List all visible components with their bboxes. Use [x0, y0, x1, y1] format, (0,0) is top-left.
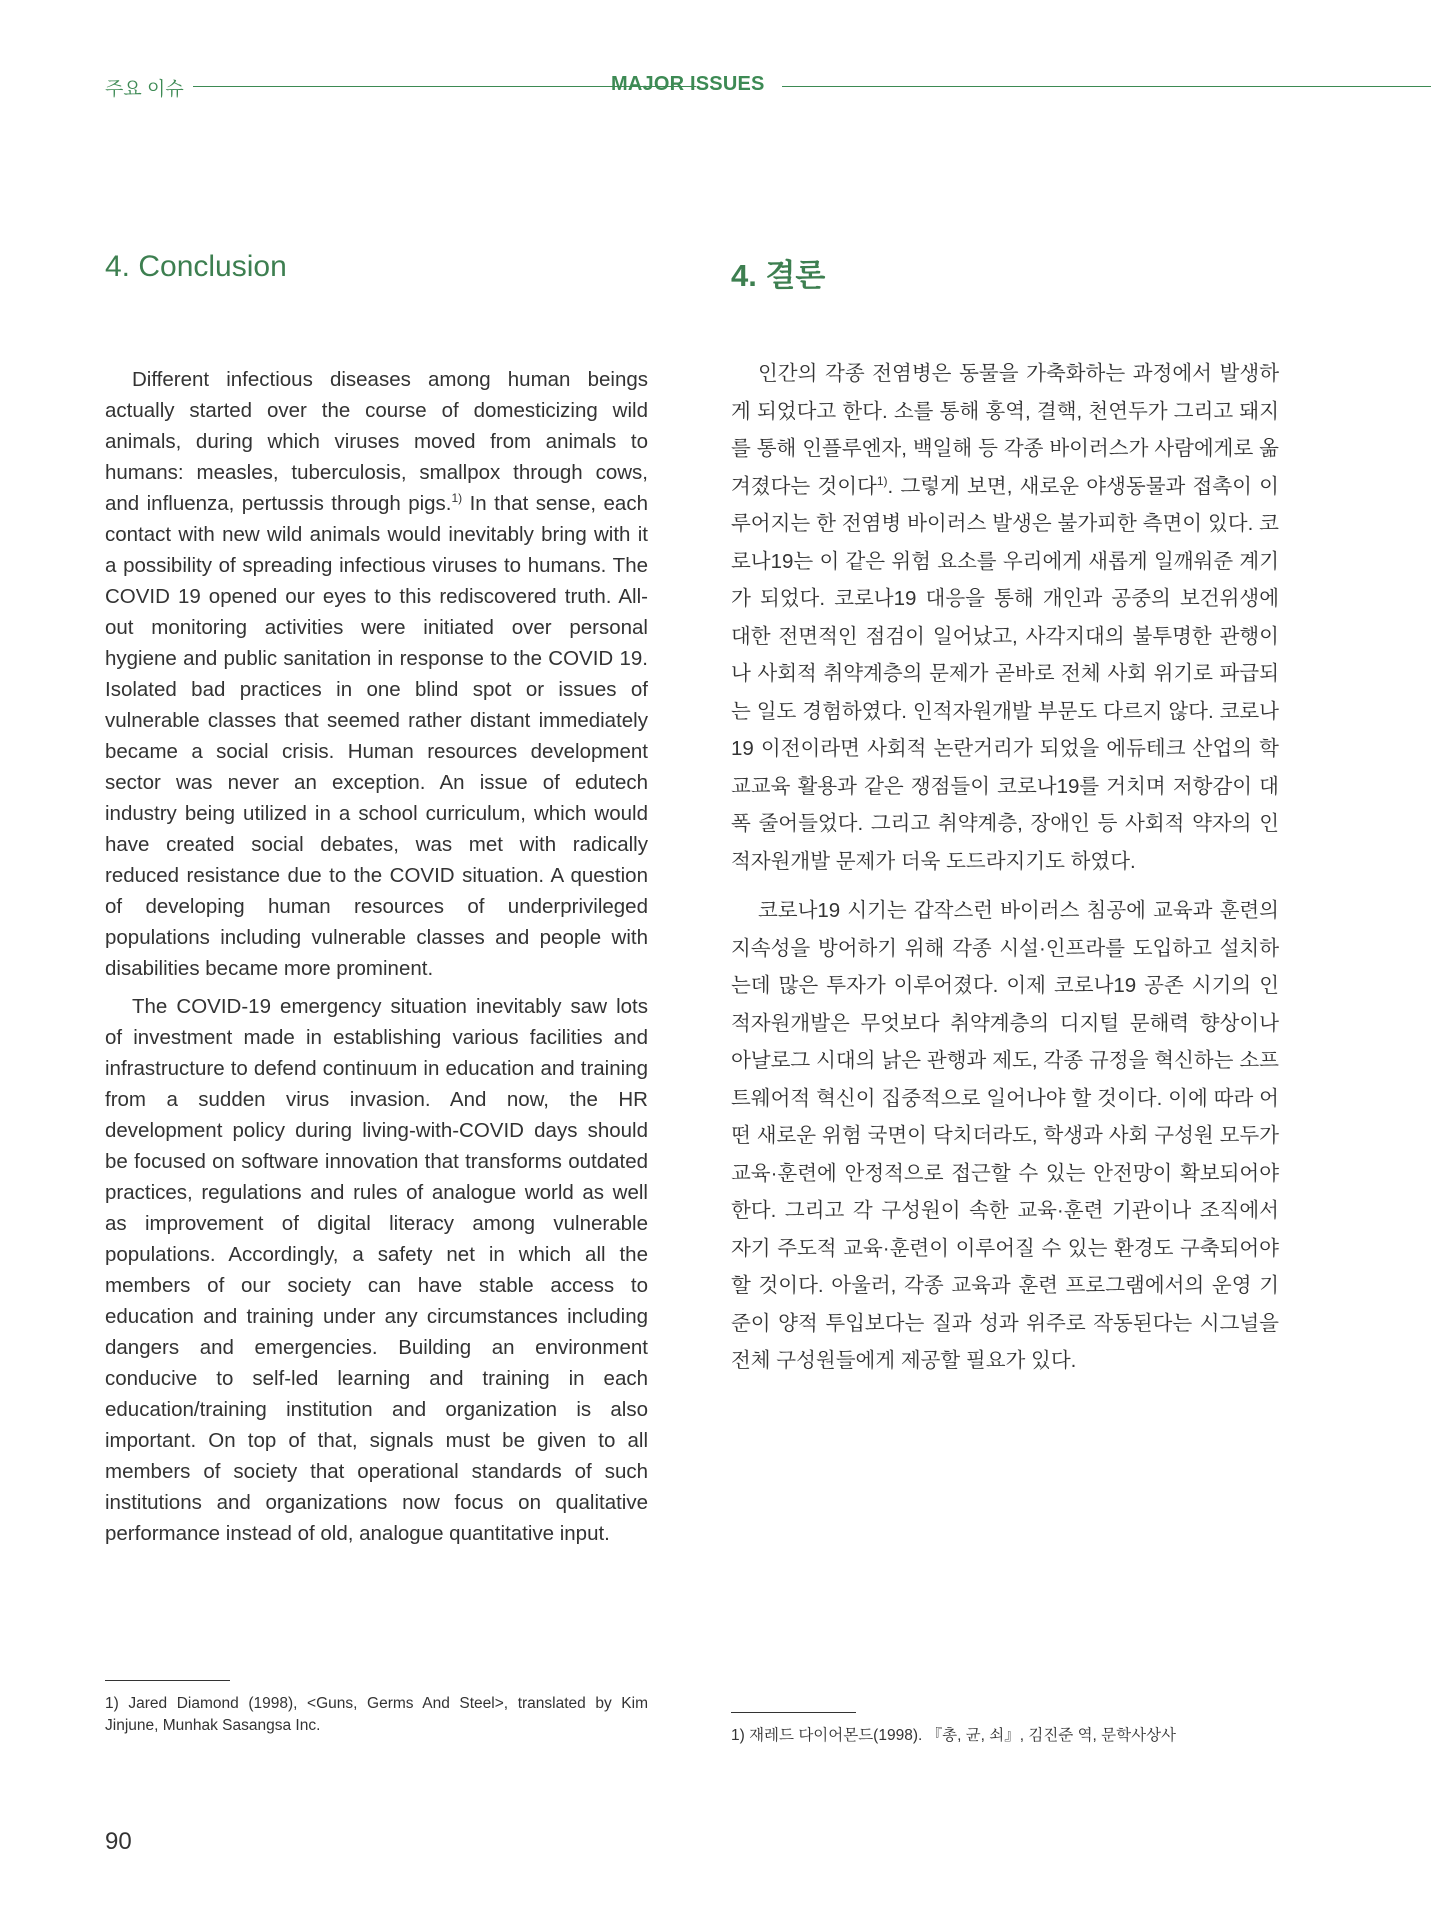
- english-paragraph-1-text-b: In that sense, each contact with new wild animals would inevitably bring with it a possibility of spreading infectious viruses to humans. The COVID 19 opened our eyes to this rediscovered truth. All-out monitoring activities were initiated over personal hygiene and public sanitation in response to the COVID 19. Isolated bad practices in one blind spot or issues of vulnerable classes that seemed rather distant immediately became a social crisis. Human resources development sector was never an exception. An issue of edutech industry being utilized in a school curriculum, which would have created social debates, was met with radically reduced resistance due to the COVID situation. A question of developing human resources of underprivileged populations including vulnerable classes and people with disabilities became more prominent.: [105, 492, 648, 980]
- english-paragraph-2: The COVID-19 emergency situation inevitably saw lots of investment made in establishing various facilities and infrastructure to defend continuum in education and training from a sudden virus invasion. And now, the HR development policy during living-with-COVID days should be focused on software innovation that transforms outdated practices, regulations and rules of analogue world as well as improvement of digital literacy among vulnerable populations. Accordingly, a safety net in which all the members of our society can have stable access to education and training under any circumstances including dangers and emergencies. Building an environment conducive to self-led learning and training in each education/training institution and organization is also important. On top of that, signals must be given to all members of society that operational standards of such institutions and organizations now focus on qualitative performance instead of old, analogue quantitative input.: [105, 995, 648, 1545]
- header-title: MAJOR ISSUES: [611, 73, 765, 95]
- english-footnote-text: 1) Jared Diamond (1998), <Guns, Germs And Steel>, translated by Kim Jinjune, Munhak Sasangsa Inc.: [105, 1695, 648, 1734]
- korean-footnote: [731, 1712, 1279, 1747]
- korean-column: [731, 250, 1279, 1380]
- page-number: 90: [105, 1828, 132, 1855]
- korean-paragraph-1: [731, 355, 1279, 880]
- footnote-rule: [731, 1712, 856, 1713]
- header-section-label: 주요 이슈: [105, 79, 184, 100]
- english-paragraph-1-text-a: Different infectious diseases among human beings actually started over the course of domesticizing wild animals, during which viruses moved from animals to humans: measles, tuberculosis, smallpox through cows, and influenza, pertussis through pigs.: [105, 368, 648, 515]
- english-paragraph-1: [105, 364, 648, 984]
- korean-paragraph-1-text-b: . 그렇게 보면, 새로운 야생동물과 접촉이 이루어지는 한 전염병 바이러스 발생은 불가피한 측면이 있다. 코로나19는 이 같은 위험 요소를 우리에게 새롭게 일깨워준 계기가 되었다. 코로나19 대응을 통해 개인과 공중의 보건위생에 대한 전면적인 점검이 일어났고, 사각지대의 불투명한 관행이나 사회적 취약계층의 문제가 곧바로 전체 사회 위기로 파급되는 일도 경험하였다. 인적자원개발 부문도 다르지 않다. 코로나19 이전이라면 사회적 논란거리가 되었을 에듀테크 산업의 학교교육 활용과 같은 쟁점들이 코로나19를 거치며 저항감이 대폭 줄어들었다. 그리고 취약계층, 장애인 등 사회적 약자의 인적자원개발 문제가 더욱 도드라지기도 하였다.: [731, 474, 1279, 873]
- english-footnote: [105, 1680, 648, 1737]
- korean-footnote-text: 1) 재레드 다이어몬드(1998). 『총, 균, 쇠』, 김진준 역, 문학사상사: [731, 1727, 1177, 1744]
- footnote-rule: [105, 1680, 230, 1681]
- footnote-ref: 1): [451, 491, 463, 506]
- korean-section-title: 4. 결론: [731, 258, 826, 293]
- english-body: [105, 364, 648, 1549]
- korean-paragraph-2: 코로나19 시기는 갑작스런 바이러스 침공에 교육과 훈련의 지속성을 방어하기 위해 각종 시설·인프라를 도입하고 설치하는데 많은 투자가 이루어졌다. 이제 코로나19 공존 시기의 인적자원개발은 무엇보다 취약계층의 디지털 문해력 향상이나 아날로그 시대의 낡은 관행과 제도, 각종 규정을 혁신하는 소프트웨어적 혁신이 집중적으로 일어나야 할 것이다. 이에 따라 어떤 새로운 위험 국면이 닥치더라도, 학생과 사회 구성원 모두가 교육·훈련에 안정적으로 접근할 수 있는 안전망이 확보되어야 한다. 그리고 각 구성원이 속한 교육·훈련 기관이나 조직에서 자기 주도적 교육·훈련이 이루어질 수 있는 환경도 구축되어야 할 것이다. 아울러, 각종 교육과 훈련 프로그램에서의 운영 기준이 양적 투입보다는 질과 성과 위주로 작동된다는 시그널을 전체 구성원들에게 제공할 필요가 있다.: [731, 899, 1279, 1372]
- korean-paragraph-1-text-a: 인간의 각종 전염병은 동물을 가축화하는 과정에서 발생하게 되었다고 한다. 소를 통해 홍역, 결핵, 천연두가 그리고 돼지를 통해 인플루엔자, 백일해 등 각종 바이러스가 사람에게로 옮겨졌다는 것이다: [731, 362, 1279, 498]
- korean-body: [731, 355, 1279, 1380]
- footnote-ref: 1): [876, 473, 888, 488]
- header-rule-right: [782, 86, 1431, 87]
- english-section-title: 4. Conclusion: [105, 250, 287, 283]
- running-header: [105, 70, 1431, 100]
- english-column: [105, 250, 648, 1549]
